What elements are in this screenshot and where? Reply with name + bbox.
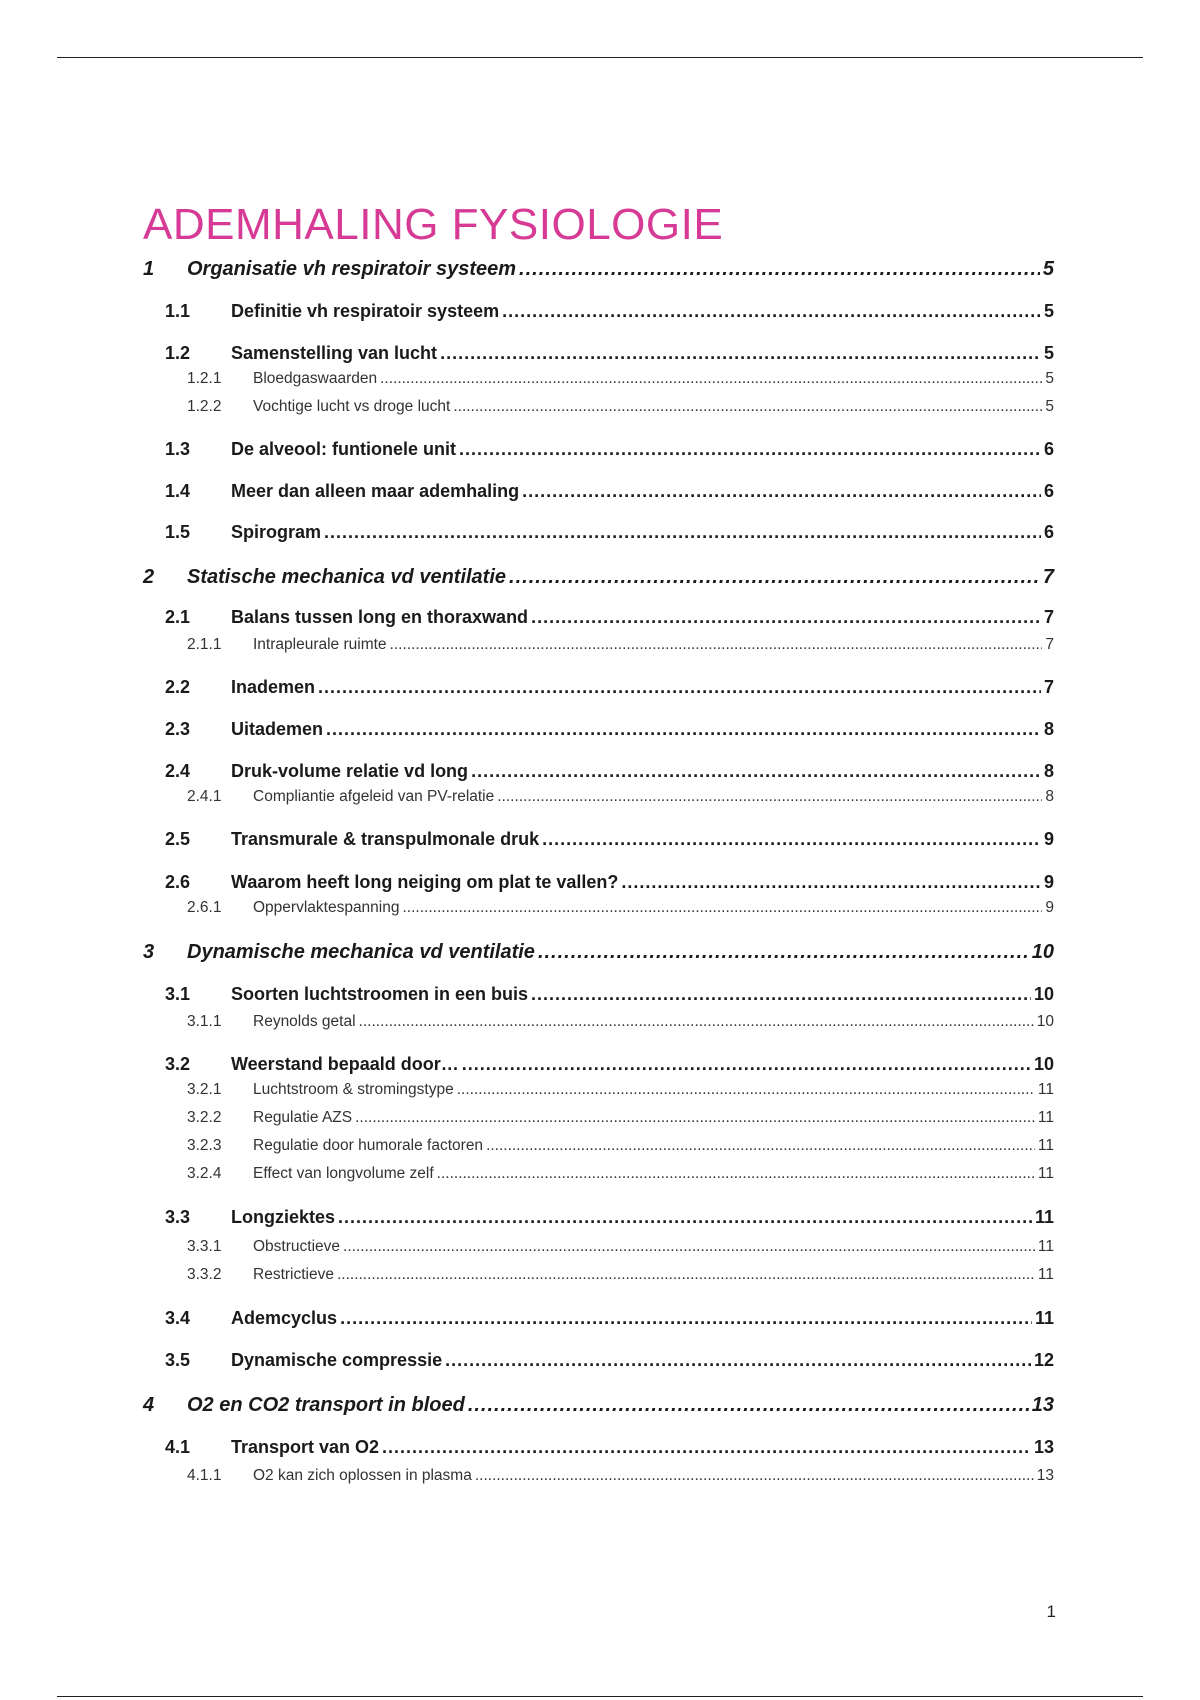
toc-entry-number: 2.1.1 (187, 636, 222, 653)
toc-entry-number: 4 (143, 1394, 155, 1416)
toc-entry-title: Regulatie AZS (253, 1109, 353, 1126)
toc-leader-dots (475, 1467, 1034, 1485)
toc-entry-page: 11 (1037, 1109, 1054, 1126)
toc-entry-2-1[interactable] (0, 607, 1200, 633)
toc-entry-2-4[interactable] (0, 761, 1200, 787)
toc-entry-title: Intrapleurale ruimte (253, 636, 387, 653)
toc-entry-number: 3.2.4 (187, 1165, 222, 1182)
toc-entry-title: Transmurale & transpulmonale druk (231, 829, 540, 849)
toc-entry-page: 7 (1043, 607, 1054, 627)
toc-leader-dots (326, 719, 1041, 740)
toc-entry-title: Effect van longvolume zelf (253, 1165, 434, 1182)
toc-entry-page: 6 (1043, 481, 1054, 501)
toc-entry-1-2-2[interactable] (0, 398, 1200, 420)
toc-leader-dots (538, 941, 1029, 964)
toc-entry-3-1[interactable] (0, 984, 1200, 1010)
toc-leader-dots (390, 636, 1043, 654)
toc-entry-number: 3.3 (165, 1207, 191, 1227)
toc-leader-dots (359, 1013, 1034, 1031)
toc-entry-number: 1.3 (165, 439, 191, 459)
toc-entry-page: 10 (1033, 1054, 1054, 1074)
toc-entry-number: 2.2 (165, 677, 191, 697)
toc-entry-page: 11 (1037, 1137, 1054, 1154)
toc-entry-4-1-1[interactable] (0, 1467, 1200, 1489)
toc-entry-title: Waarom heeft long neiging om plat te vallen? (231, 872, 619, 892)
toc-entry-title: Longziektes (231, 1207, 336, 1227)
toc-entry-title: Compliantie afgeleid van PV-relatie (253, 788, 495, 805)
toc-entry-page: 5 (1043, 301, 1054, 321)
toc-entry-page: 9 (1043, 829, 1054, 849)
toc-entry-2[interactable] (0, 566, 1200, 594)
toc-entry-number: 2 (143, 566, 155, 588)
toc-entry-page: 5 (1045, 370, 1054, 387)
toc-entry-title: De alveool: funtionele unit (231, 439, 457, 459)
toc-entry-number: 4.1.1 (187, 1467, 222, 1484)
toc-entry-page: 9 (1043, 872, 1054, 892)
toc-entry-page: 11 (1037, 1165, 1054, 1182)
toc-entry-number: 2.4.1 (187, 788, 222, 805)
toc-entry-title: Balans tussen long en thoraxwand (231, 607, 529, 627)
toc-entry-title: Reynolds getal (253, 1013, 356, 1030)
toc-leader-dots (338, 1207, 1032, 1228)
toc-leader-dots (531, 607, 1041, 628)
toc-entry-number: 1.1 (165, 301, 191, 321)
toc-entry-number: 1.4 (165, 481, 191, 501)
toc-entry-3-3[interactable] (0, 1207, 1200, 1233)
toc-entry-page: 10 (1036, 1013, 1054, 1030)
toc-entry-page: 8 (1043, 761, 1054, 781)
toc-leader-dots (403, 899, 1043, 917)
toc-entry-number: 1.2 (165, 343, 191, 363)
toc-entry-3-2-3[interactable] (0, 1137, 1200, 1159)
toc-entry-page: 13 (1031, 1394, 1054, 1416)
toc-entry-title: Statische mechanica vd ventilatie (187, 566, 507, 588)
toc-entry-title: O2 kan zich oplossen in plasma (253, 1467, 472, 1484)
toc-entry-number: 3.3.2 (187, 1266, 222, 1283)
toc-entry-1-3[interactable] (0, 439, 1200, 465)
toc-leader-dots (471, 761, 1041, 782)
toc-entry-title: Definitie vh respiratoir systeem (231, 301, 500, 321)
toc-entry-page: 11 (1037, 1238, 1054, 1255)
toc-entry-3-4[interactable] (0, 1308, 1200, 1334)
toc-entry-number: 3.2 (165, 1054, 191, 1074)
toc-entry-2-1-1[interactable] (0, 636, 1200, 658)
toc-entry-title: Weerstand bepaald door… (231, 1054, 459, 1074)
toc-entry-title: Dynamische mechanica vd ventilatie (187, 941, 535, 963)
toc-entry-page: 13 (1036, 1467, 1054, 1484)
toc-entry-page: 11 (1037, 1266, 1054, 1283)
toc-entry-page: 13 (1033, 1437, 1054, 1457)
toc-entry-number: 3.3.1 (187, 1238, 222, 1255)
toc-entry-title: Meer dan alleen maar ademhaling (231, 481, 520, 501)
toc-entry-number: 2.4 (165, 761, 191, 781)
toc-entry-title: Uitademen (231, 719, 324, 739)
toc-entry-4[interactable] (0, 1394, 1200, 1422)
toc-entry-3-3-2[interactable] (0, 1266, 1200, 1288)
toc-leader-dots (437, 1165, 1035, 1183)
toc-leader-dots (355, 1109, 1035, 1127)
footer-rule (57, 1696, 1143, 1697)
toc-entry-title: Inademen (231, 677, 316, 697)
toc-entry-page: 7 (1043, 677, 1054, 697)
toc-leader-dots (519, 258, 1040, 281)
toc-leader-dots (542, 829, 1041, 850)
toc-entry-1-4[interactable] (0, 481, 1200, 507)
toc-entry-2-2[interactable] (0, 677, 1200, 703)
toc-leader-dots (343, 1238, 1035, 1256)
toc-entry-3-3-1[interactable] (0, 1238, 1200, 1260)
toc-entry-page: 6 (1043, 522, 1054, 542)
toc-entry-page: 7 (1042, 566, 1054, 588)
toc-entry-3-5[interactable] (0, 1350, 1200, 1376)
document-title: ADEMHALING FYSIOLOGIE (143, 200, 724, 250)
toc-leader-dots (457, 1081, 1035, 1099)
toc-entry-number: 1.2.1 (187, 370, 222, 387)
toc-entry-page: 12 (1033, 1350, 1054, 1370)
toc-entry-title: Restrictieve (253, 1266, 334, 1283)
toc-entry-page: 10 (1031, 941, 1054, 963)
toc-entry-1-1[interactable] (0, 301, 1200, 327)
toc-entry-3-2-2[interactable] (0, 1109, 1200, 1131)
toc-entry-page: 9 (1045, 899, 1054, 916)
toc-entry-title: Bloedgaswaarden (253, 370, 378, 387)
toc-entry-title: Dynamische compressie (231, 1350, 443, 1370)
toc-entry-page: 5 (1045, 398, 1054, 415)
toc-entry-title: Samenstelling van lucht (231, 343, 438, 363)
toc-entry-1[interactable] (0, 258, 1200, 286)
toc-entry-title: Soorten luchtstroomen in een buis (231, 984, 529, 1004)
toc-entry-2-5[interactable] (0, 829, 1200, 855)
toc-entry-number: 3.2.2 (187, 1109, 222, 1126)
toc-entry-title: Druk-volume relatie vd long (231, 761, 469, 781)
toc-entry-4-1[interactable] (0, 1437, 1200, 1463)
toc-leader-dots (440, 343, 1041, 364)
toc-entry-title: Obstructieve (253, 1238, 341, 1255)
toc-entry-number: 3.2.3 (187, 1137, 222, 1154)
toc-entry-1-2[interactable] (0, 343, 1200, 369)
toc-leader-dots (509, 566, 1040, 589)
toc-entry-title: Ademcyclus (231, 1308, 338, 1328)
toc-entry-title: Organisatie vh respiratoir systeem (187, 258, 517, 280)
toc-leader-dots (621, 872, 1041, 893)
toc-entry-number: 3.4 (165, 1308, 191, 1328)
toc-entry-number: 2.1 (165, 607, 191, 627)
toc-entry-3[interactable] (0, 941, 1200, 969)
toc-entry-number: 1.5 (165, 522, 191, 542)
toc-entry-number: 1.2.2 (187, 398, 222, 415)
toc-entry-title: O2 en CO2 transport in bloed (187, 1394, 465, 1416)
toc-entry-number: 2.6 (165, 872, 191, 892)
toc-entry-page: 11 (1034, 1207, 1054, 1227)
header-rule (57, 57, 1143, 58)
toc-entry-number: 3.2.1 (187, 1081, 222, 1098)
toc-entry-page: 5 (1043, 343, 1054, 363)
toc-leader-dots (453, 398, 1042, 416)
toc-entry-page: 5 (1042, 258, 1054, 280)
toc-entry-3-2-1[interactable] (0, 1081, 1200, 1103)
toc-leader-dots (382, 1437, 1031, 1458)
toc-leader-dots (462, 1054, 1031, 1075)
toc-entry-1-2-1[interactable] (0, 370, 1200, 392)
toc-entry-3-2-4[interactable] (0, 1165, 1200, 1187)
page-number: 1 (1046, 1602, 1056, 1621)
toc-entry-2-4-1[interactable] (0, 788, 1200, 810)
toc-entry-page: 6 (1043, 439, 1054, 459)
toc-entry-number: 2.3 (165, 719, 191, 739)
toc-leader-dots (337, 1266, 1035, 1284)
toc-entry-number: 1 (143, 258, 155, 280)
toc-entry-title: Regulatie door humorale factoren (253, 1137, 484, 1154)
toc-leader-dots (522, 481, 1041, 502)
toc-entry-page: 7 (1045, 636, 1054, 653)
toc-entry-2-6-1[interactable] (0, 899, 1200, 921)
toc-leader-dots (459, 439, 1041, 460)
toc-entry-3-2[interactable] (0, 1054, 1200, 1080)
toc-entry-title: Oppervlaktespanning (253, 899, 400, 916)
toc-leader-dots (497, 788, 1042, 806)
toc-leader-dots (531, 984, 1031, 1005)
toc-leader-dots (380, 370, 1042, 388)
toc-leader-dots (318, 677, 1041, 698)
toc-entry-number: 2.6.1 (187, 899, 222, 916)
toc-entry-number: 3 (143, 941, 155, 963)
toc-leader-dots (468, 1394, 1029, 1417)
toc-leader-dots (486, 1137, 1035, 1155)
toc-entry-page: 10 (1033, 984, 1054, 1004)
toc-entry-number: 3.1 (165, 984, 191, 1004)
toc-entry-1-5[interactable] (0, 522, 1200, 548)
toc-entry-3-1-1[interactable] (0, 1013, 1200, 1035)
toc-leader-dots (502, 301, 1041, 322)
toc-entry-2-6[interactable] (0, 872, 1200, 898)
toc-leader-dots (324, 522, 1041, 543)
toc-entry-page: 11 (1034, 1308, 1054, 1328)
toc-leader-dots (340, 1308, 1032, 1329)
toc-entry-number: 2.5 (165, 829, 191, 849)
toc-entry-title: Spirogram (231, 522, 322, 542)
toc-entry-number: 3.1.1 (187, 1013, 222, 1030)
toc-entry-number: 3.5 (165, 1350, 191, 1370)
toc-leader-dots (445, 1350, 1031, 1371)
toc-entry-title: Transport van O2 (231, 1437, 380, 1457)
toc-entry-page: 8 (1043, 719, 1054, 739)
toc-entry-number: 4.1 (165, 1437, 191, 1457)
toc-entry-page: 11 (1037, 1081, 1054, 1098)
toc-entry-title: Vochtige lucht vs droge lucht (253, 398, 451, 415)
toc-entry-2-3[interactable] (0, 719, 1200, 745)
toc-entry-page: 8 (1045, 788, 1054, 805)
toc-entry-title: Luchtstroom & stromingstype (253, 1081, 454, 1098)
